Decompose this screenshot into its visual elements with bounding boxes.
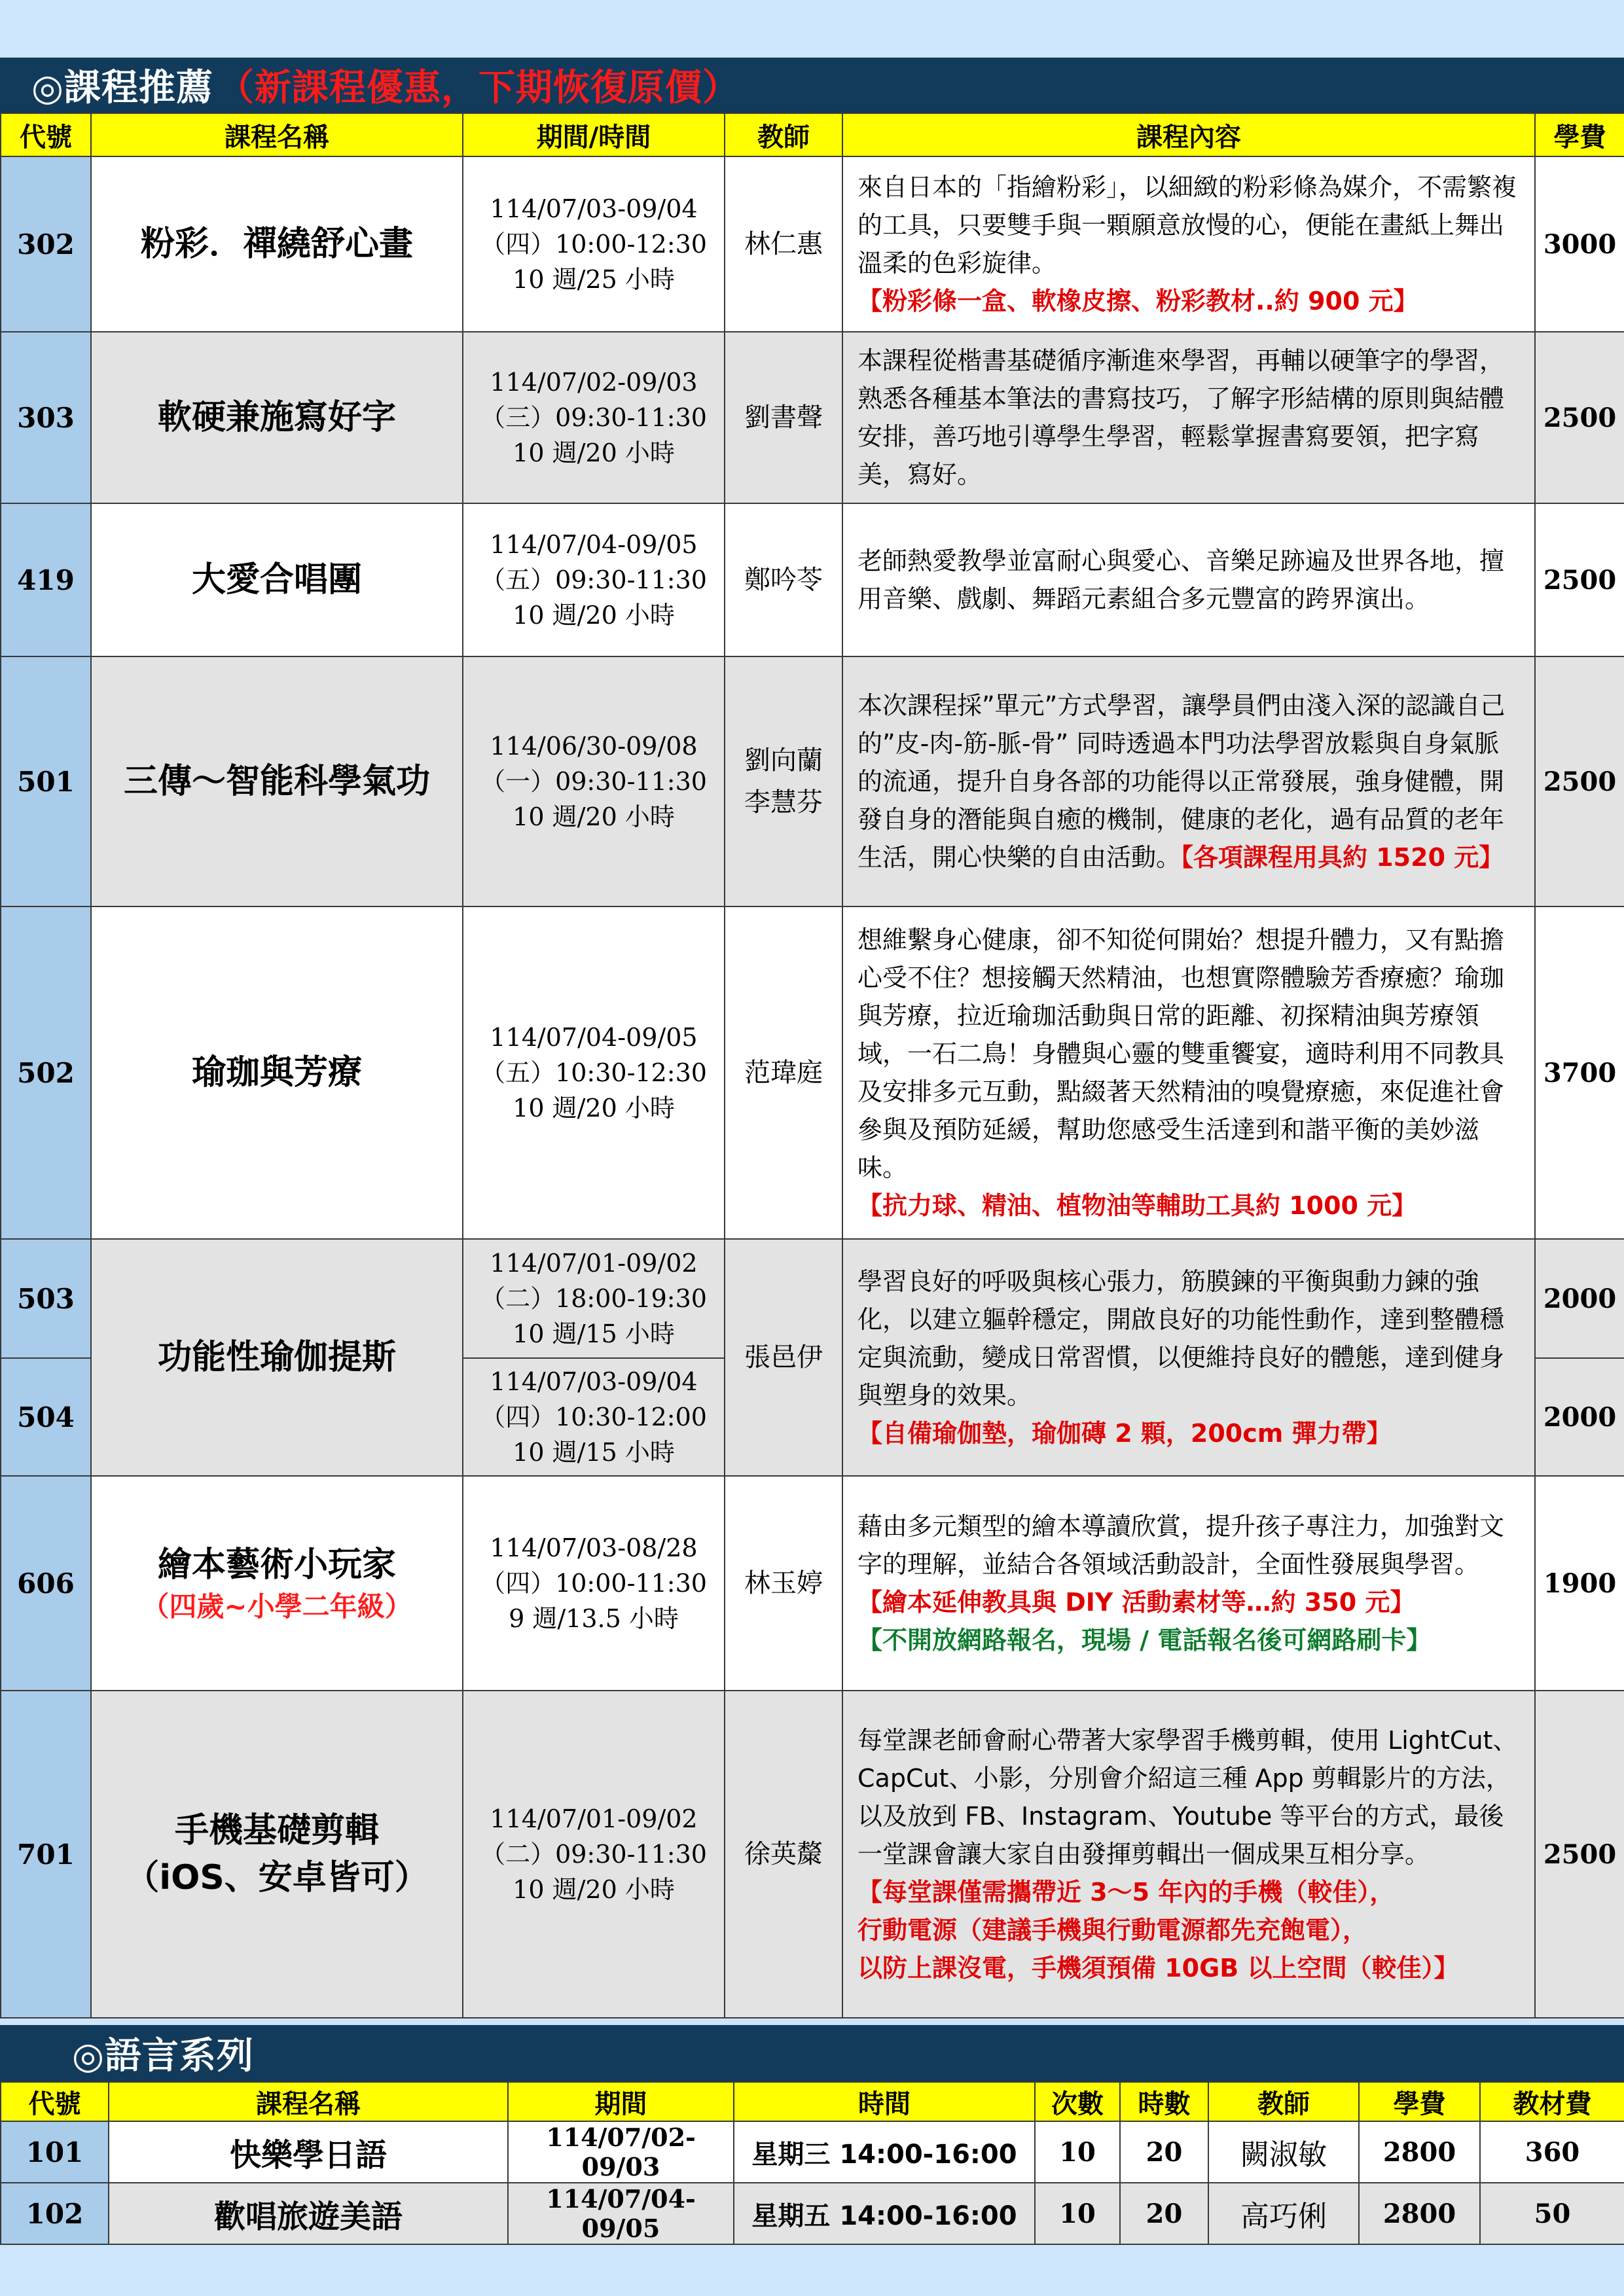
header-teacher: 教師: [1208, 2082, 1359, 2121]
course-teacher: [725, 656, 842, 906]
material-note-3: 以防上課沒電，手機須預備 10GB 以上空間（較佳）】: [857, 1954, 1459, 1982]
section-title-recommended: [0, 58, 1624, 113]
period-length: 10 週/20 小時: [513, 1094, 675, 1122]
period-time: （三）09:30-11:30: [480, 403, 707, 432]
course-teacher: 闕淑敏: [1208, 2121, 1359, 2183]
period-length: 10 週/20 小時: [513, 1875, 675, 1904]
course-name: 快樂學日語: [109, 2121, 508, 2183]
course-row-303: [1, 332, 1624, 503]
course-fee: 1900: [1535, 1476, 1624, 1691]
course-hours: 20: [1120, 2121, 1208, 2183]
period-length: 9 週/13.5 小時: [509, 1604, 679, 1633]
course-name: [91, 1691, 463, 2018]
course-code: 303: [1, 332, 91, 503]
course-period: [463, 1691, 725, 2018]
course-fee: 2500: [1535, 332, 1624, 503]
language-header-row: [1, 2082, 1624, 2121]
course-code: 501: [1, 656, 91, 906]
period-length: 10 週/25 小時: [513, 265, 675, 294]
course-fee: 3700: [1535, 906, 1624, 1239]
registration-note: 【不開放網路報名，現場 / 電話報名後可網路刷卡】: [857, 1626, 1432, 1655]
course-name: 粉彩．禪繞舒心畫: [91, 156, 463, 332]
course-name: 功能性瑜伽提斯: [91, 1239, 463, 1476]
section-title-text: ◎課程推薦: [31, 67, 213, 109]
course-content: [842, 503, 1535, 656]
course-teacher: 高巧俐: [1208, 2183, 1359, 2244]
course-name: 瑜珈與芳療: [91, 906, 463, 1239]
course-code: 101: [1, 2121, 109, 2183]
course-fee: 2000: [1535, 1358, 1624, 1476]
course-fee: 2800: [1359, 2121, 1480, 2183]
course-row-302: [1, 156, 1624, 332]
period-length: 10 週/15 小時: [513, 1438, 675, 1467]
course-period: [463, 1239, 725, 1358]
course-name-text: 手機基礎剪輯: [174, 1811, 379, 1850]
course-hours: 20: [1120, 2183, 1208, 2244]
material-note-2: 行動電源（建議手機與行動電源都先充飽電），: [857, 1916, 1368, 1945]
period-length: 10 週/20 小時: [513, 601, 675, 630]
period-length: 10 週/20 小時: [513, 439, 675, 467]
teacher-name-2: 李慧芬: [744, 787, 823, 817]
course-name: 軟硬兼施寫好字: [91, 332, 463, 503]
course-teacher: 林仁惠: [725, 156, 842, 332]
period-time: （五）10:30-12:30: [480, 1058, 707, 1087]
period-time: （二）18:00-19:30: [480, 1284, 707, 1313]
period-dates: 114/07/04-09/05: [490, 530, 698, 559]
course-name: 三傳～智能科學氣功: [91, 656, 463, 906]
course-code: 102: [1, 2183, 109, 2244]
header-content: 課程內容: [842, 113, 1535, 156]
course-period: [463, 503, 725, 656]
period-time: （四）10:00-11:30: [480, 1569, 707, 1598]
course-period: [463, 1476, 725, 1691]
period-time: （四）10:30-12:00: [480, 1403, 707, 1431]
language-row-101: [1, 2121, 1624, 2183]
material-note: 【各項課程用具約 1520 元】: [1181, 843, 1504, 872]
course-code: 701: [1, 1691, 91, 2018]
period-dates: 114/07/01-09/02: [490, 1249, 698, 1278]
period-dates: 114/07/04-09/05: [490, 1023, 698, 1052]
language-table: [0, 2081, 1624, 2245]
course-row-419: [1, 503, 1624, 656]
course-material-fee: 50: [1480, 2183, 1624, 2244]
header-material: 教材費: [1480, 2082, 1624, 2121]
promo-text: （新課程優惠，下期恢復原價）: [217, 67, 740, 109]
course-period: [463, 1358, 725, 1476]
course-name: 大愛合唱團: [91, 503, 463, 656]
course-row-701: [1, 1691, 1624, 2018]
course-teacher: 鄭吟苓: [725, 503, 842, 656]
course-period: 114/07/04-09/05: [508, 2183, 734, 2244]
content-text: 本課程從楷書基礎循序漸進來學習，再輔以硬筆字的學習，熟悉各種基本筆法的書寫技巧，了解字形結構的原則與結體安排，善巧地引導學生學習，輕鬆掌握書寫要領，把字寫美，寫好。: [857, 346, 1505, 489]
header-name: 課程名稱: [109, 2082, 508, 2121]
course-content: [842, 906, 1535, 1239]
course-content: [842, 332, 1535, 503]
language-row-102: [1, 2183, 1624, 2244]
header-code: 代號: [1, 113, 91, 156]
material-note: 【每堂課僅需攜帶近 3～5 年內的手機（較佳），: [857, 1878, 1395, 1907]
course-period: 114/07/02-09/03: [508, 2121, 734, 2183]
period-length: 10 週/15 小時: [513, 1319, 675, 1348]
content-text: 學習良好的呼吸與核心張力，筋膜鍊的平衡與動力鍊的強化，以建立軀幹穩定，開啟良好的功能性動作，達到整體穩定與流動，變成日常習慣，以便維持良好的體態，達到健身與塑身的效果。: [857, 1267, 1505, 1410]
course-code: 419: [1, 503, 91, 656]
course-row-502: [1, 906, 1624, 1239]
period-dates: 114/07/03-09/04: [490, 194, 698, 223]
course-fee: 2500: [1535, 656, 1624, 906]
course-content: [842, 1239, 1535, 1476]
content-text: 想維繫身心健康，卻不知從何開始？想提升體力，又有點擔心受不住？想接觸天然精油，也想實際體驗芳香療癒？瑜珈與芳療，拉近瑜珈活動與日常的距離、初探精油與芳療領域，一石二鳥！身體與心靈的雙重饗宴，適時利用不同教具及安排多元互動，點綴著天然精油的嗅覺療癒，來促進社會參與及預防延緩，幫助您感受生活達到和諧平衡的美妙滋味。: [857, 925, 1505, 1182]
course-code: 606: [1, 1476, 91, 1691]
course-period: [463, 656, 725, 906]
course-name: 歡唱旅遊美語: [109, 2183, 508, 2244]
course-row-501: [1, 656, 1624, 906]
content-text: 本次課程採”單元”方式學習，讓學員們由淺入深的認識自己的”皮-肉-筋-脈-骨” 同時透過本門功法學習放鬆與自身氣脈的流通，提升自身各部的功能得以正常發展，強身健體，開發自身的潛能與自癒的機制，健康的老化，過有品質的老年生活，開心快樂的自由活動。: [857, 691, 1506, 872]
course-fee: 3000: [1535, 156, 1624, 332]
course-fee: 2500: [1535, 503, 1624, 656]
table-header-row: [1, 113, 1624, 156]
header-fee: 學費: [1359, 2082, 1480, 2121]
course-fee: 2000: [1535, 1239, 1624, 1358]
course-period: [463, 906, 725, 1239]
course-name-platform: （iOS、安卓皆可）: [125, 1858, 429, 1897]
header-hours: 時數: [1120, 2082, 1208, 2121]
course-content: [842, 1691, 1535, 2018]
period-dates: 114/07/01-09/02: [490, 1804, 698, 1833]
content-text: 藉由多元類型的繪本導讀欣賞，提升孩子專注力，加強對文字的理解，並結合各領域活動設計，全面性發展與學習。: [857, 1512, 1505, 1579]
course-code: 302: [1, 156, 91, 332]
course-fee: 2500: [1535, 1691, 1624, 2018]
course-sessions: 10: [1035, 2183, 1120, 2244]
section-title-text: ◎語言系列: [72, 2035, 254, 2077]
material-note: 【自備瑜伽墊，瑜伽磚 2 顆，200cm 彈力帶】: [857, 1419, 1392, 1448]
course-code: 503: [1, 1239, 91, 1358]
course-table: [0, 113, 1624, 2018]
period-time: （二）09:30-11:30: [480, 1840, 707, 1869]
header-period: 期間: [508, 2082, 734, 2121]
period-length: 10 週/20 小時: [513, 802, 675, 831]
course-teacher: 劉書聲: [725, 332, 842, 503]
period-dates: 114/07/03-09/04: [490, 1367, 698, 1396]
section-title-language: [0, 2025, 1624, 2081]
course-content: [842, 656, 1535, 906]
material-note: 【抗力球、精油、植物油等輔助工具約 1000 元】: [857, 1191, 1417, 1220]
material-note: 【粉彩條一盒、軟橡皮擦、粉彩教材..約 900 元】: [857, 287, 1418, 315]
course-teacher: 范瑋庭: [725, 906, 842, 1239]
period-dates: 114/06/30-09/08: [490, 732, 698, 761]
header-time: 時間: [734, 2082, 1035, 2121]
material-note: 【繪本延伸教具與 DIY 活動素材等…約 350 元】: [857, 1588, 1415, 1617]
course-content: [842, 156, 1535, 332]
header-sessions: 次數: [1035, 2082, 1120, 2121]
header-teacher: 教師: [725, 113, 842, 156]
header-name: 課程名稱: [91, 113, 463, 156]
course-row-503: [1, 1239, 1624, 1358]
period-time: （一）09:30-11:30: [480, 767, 707, 796]
header-code: 代號: [1, 2082, 109, 2121]
period-time: （四）10:00-12:30: [480, 230, 707, 259]
course-period: [463, 332, 725, 503]
course-code: 504: [1, 1358, 91, 1476]
header-fee: 學費: [1535, 113, 1624, 156]
content-text: 老師熱愛教學並富耐心與愛心、音樂足跡遍及世界各地，擅用音樂、戲劇、舞蹈元素組合多元豐富的跨界演出。: [857, 547, 1505, 613]
course-content: [842, 1476, 1535, 1691]
course-time: 星期五 14:00-16:00: [734, 2183, 1035, 2244]
course-sessions: 10: [1035, 2121, 1120, 2183]
period-dates: 114/07/02-09/03: [490, 368, 698, 397]
content-text: 來自日本的「指繪粉彩」，以細緻的粉彩條為媒介，不需繁複的工具，只要雙手與一顆願意放慢的心，便能在畫紙上舞出溫柔的色彩旋律。: [857, 173, 1517, 278]
course-teacher: 徐英斄: [725, 1691, 842, 2018]
header-period: 期間/時間: [463, 113, 725, 156]
course-teacher: 張邑伊: [725, 1239, 842, 1476]
course-material-fee: 360: [1480, 2121, 1624, 2183]
course-row-606: [1, 1476, 1624, 1691]
teacher-name: 劉向蘭: [744, 745, 823, 776]
period-dates: 114/07/03-08/28: [490, 1534, 698, 1562]
course-fee: 2800: [1359, 2183, 1480, 2244]
course-teacher: 林玉婷: [725, 1476, 842, 1691]
content-text: 每堂課老師會耐心帶著大家學習手機剪輯，使用 LightCut、CapCut、小影，分別會介紹這三種 App 剪輯影片的方法，以及放到 FB、Instagram、Youtube 等平台的方式，最後一堂課會讓大家自由發揮剪輯出一個成果互相分享。: [857, 1726, 1518, 1869]
course-name-text: 繪本藝術小玩家: [157, 1545, 396, 1585]
course-code: 502: [1, 906, 91, 1239]
course-age-range: （四歲~小學二年級）: [141, 1590, 412, 1623]
course-time: 星期三 14:00-16:00: [734, 2121, 1035, 2183]
course-name: [91, 1476, 463, 1691]
course-period: [463, 156, 725, 332]
period-time: （五）09:30-11:30: [480, 565, 707, 594]
